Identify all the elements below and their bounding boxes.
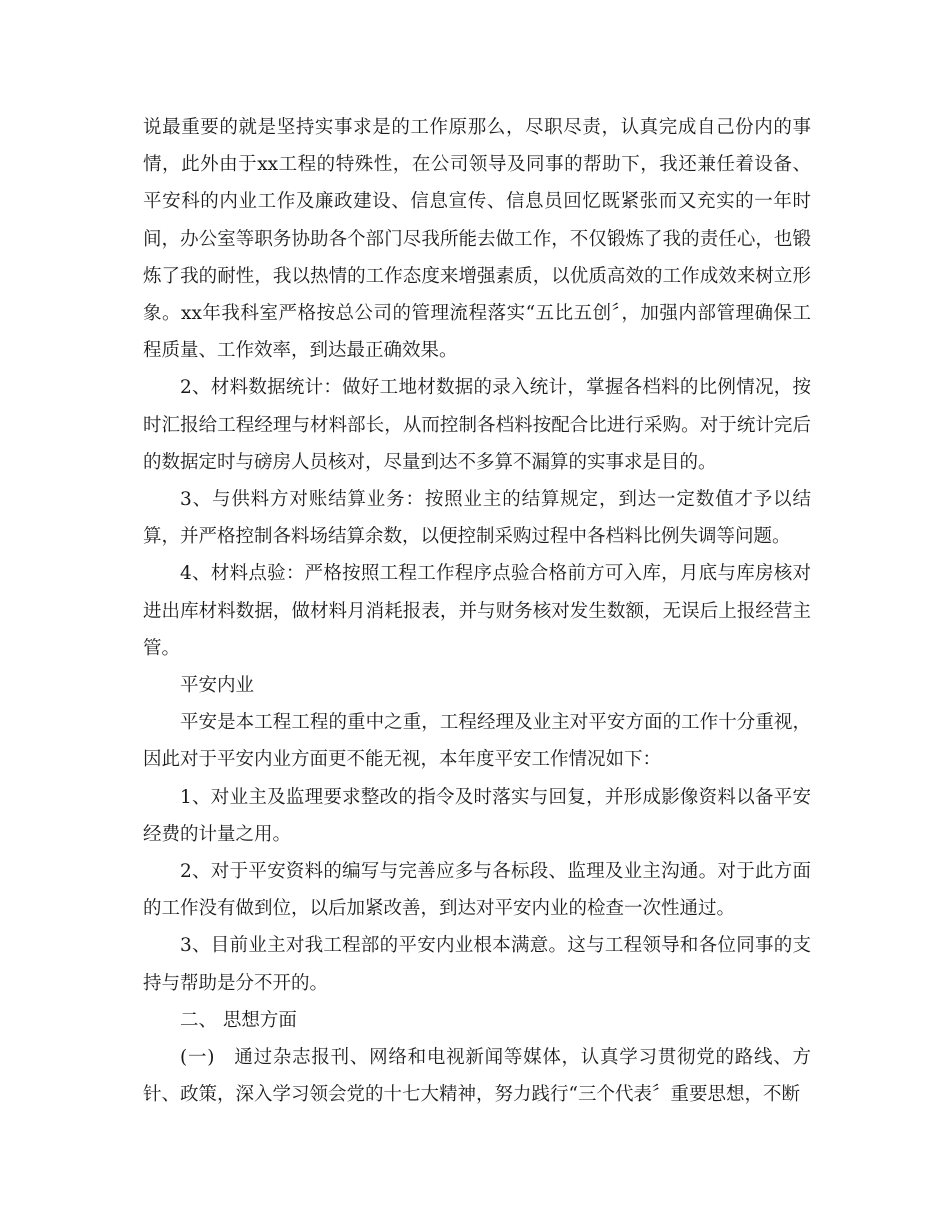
paragraph-thought-item-1: (一) 通过杂志报刊、网络和电视新闻等媒体，认真学习贯彻党的路线、方针、政策，深入学习领会党的十七大精神，努力践行“三个代表〞重要思想，不断 (143, 1047, 811, 1106)
document-page (143, 109, 811, 1113)
paragraph-settlement: 3、与供料方对账结算业务：按照业主的结算规定，到达一定数值才予以结算，并严格控制各料场结算余数，以便控制采购过程中各档料比例失调等问题。 (143, 489, 811, 548)
paragraph-inspection: 4、材料点验：严格按照工程工作程序点验合格前方可入库，月底与库房核对进出库材料数据，做材料月消耗报表，并与财务核对发生数额，无误后上报经营主管。 (143, 563, 811, 659)
section-heading-thought: 二、 思想方面 (180, 1009, 297, 1031)
paragraph-material-statistics: 2、材料数据统计：做好工地材数据的录入统计，掌握各档料的比例情况，按时汇报给工程经理与材料部长，从而控制各档料按配合比进行采购。对于统计完后的数据定时与磅房人员核对，尽量到达不多算不漏算的实事求是目的。 (143, 377, 811, 473)
paragraph-safety-item-3: 3、目前业主对我工程部的平安内业根本满意。这与工程领导和各位同事的支持与帮助是分不开的。 (143, 935, 811, 994)
paragraph-safety-item-2: 2、对于平安资料的编写与完善应多与各标段、监理及业主沟通。对于此方面的工作没有做到位，以后加紧改善，到达对平安内业的检查一次性通过。 (143, 861, 811, 920)
section-heading-safety: 平安内业 (180, 675, 255, 697)
paragraph-work-principles: 说最重要的就是坚持实事求是的工作原那么，尽职尽责，认真完成自己份内的事情，此外由于xx工程的特殊性，在公司领导及同事的帮助下，我还兼任着设备、平安科的内业工作及廉政建设、信息宣传、信息员回忆既紧张而又充实的一年时间，办公室等职务协助各个部门尽我所能去做工作，不仅锻炼了我的责任心，也锻炼了我的耐性，我以热情的工作态度来增强素质，以优质高效的工作成效来树立形象。xx年我科室严格按总公司的管理流程落实“五比五创〞，加强内部管理确保工程质量、工作效率，到达最正确效果。 (143, 117, 811, 362)
paragraph-safety-intro: 平安是本工程工程的重中之重，工程经理及业主对平安方面的工作十分重视，因此对于平安内业方面更不能无视，本年度平安工作情况如下： (143, 712, 811, 771)
paragraph-safety-item-1: 1、对业主及监理要求整改的指令及时落实与回复，并形成影像资料以备平安经费的计量之用。 (143, 786, 811, 845)
